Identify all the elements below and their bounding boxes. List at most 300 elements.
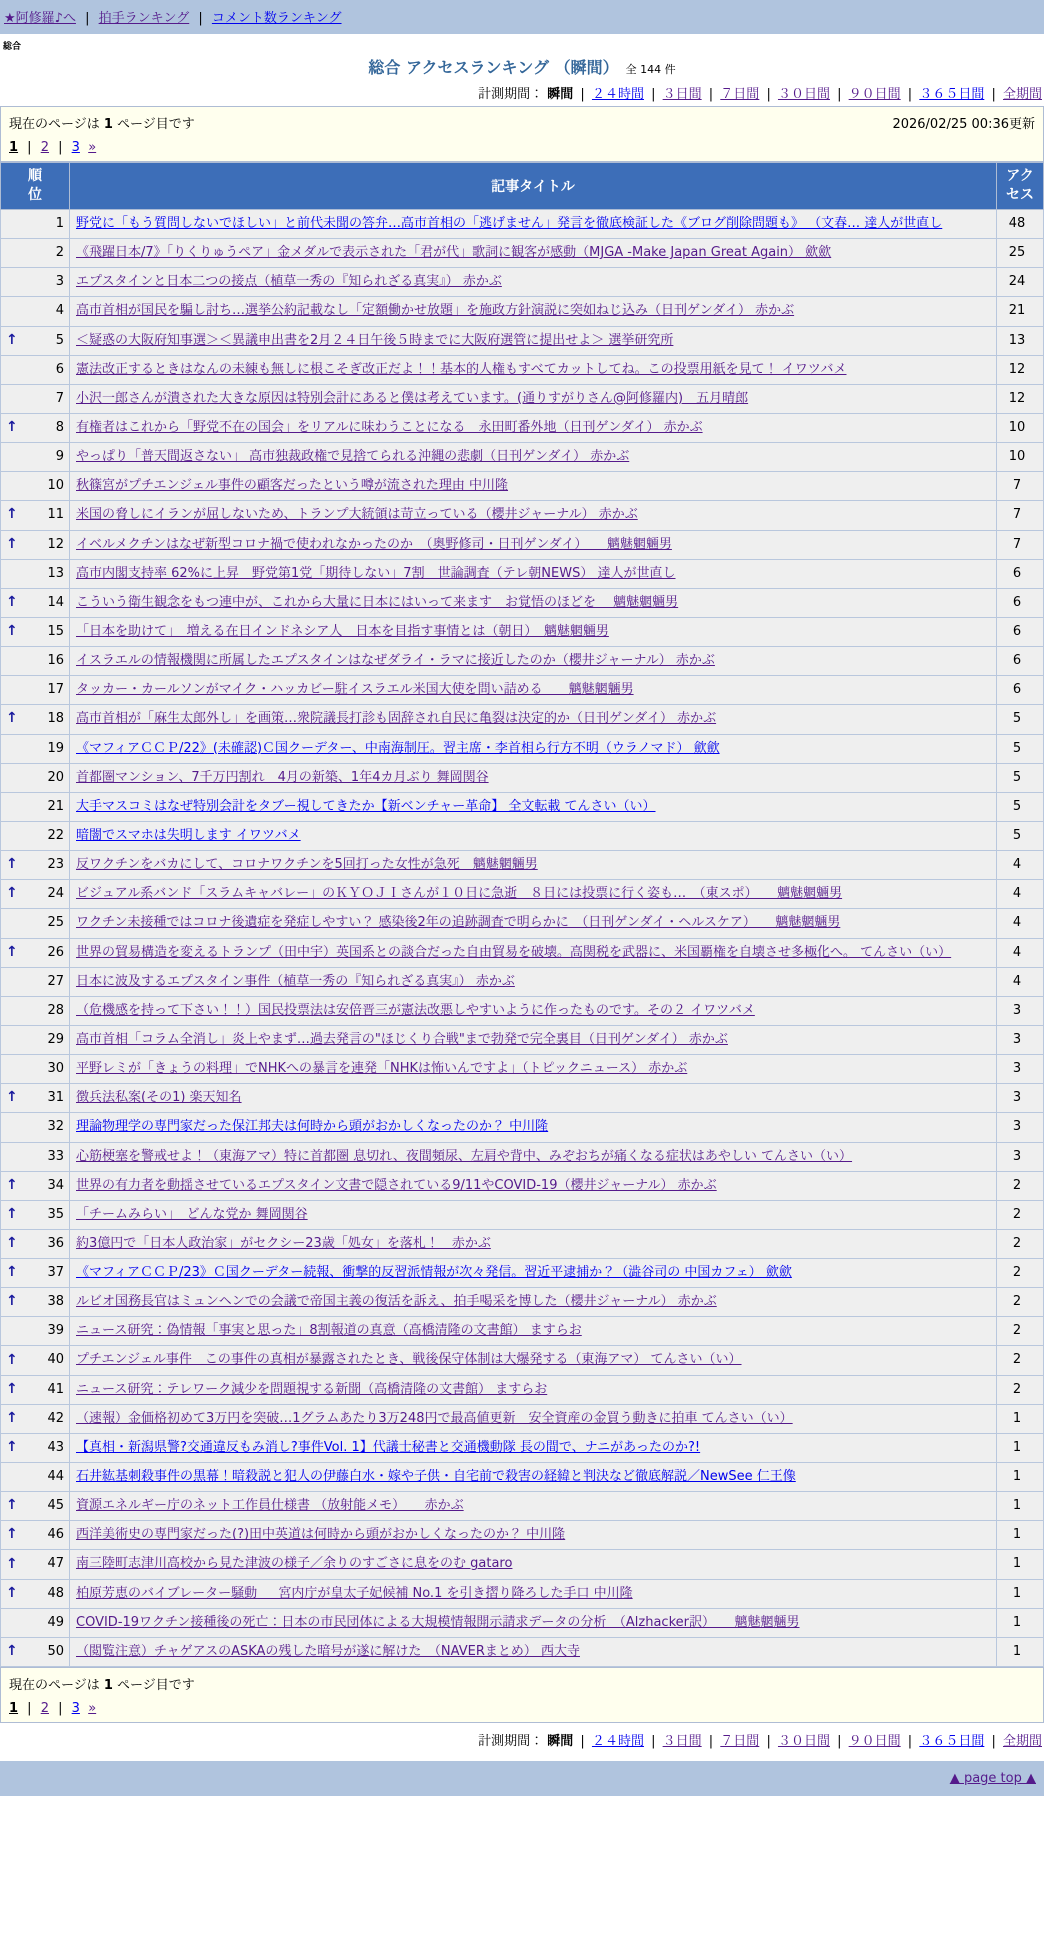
up-arrow-icon: ↑ bbox=[6, 506, 18, 523]
access-count: 21 bbox=[997, 297, 1044, 326]
access-count: 3 bbox=[997, 1084, 1044, 1113]
rank-number: 43 bbox=[47, 1439, 64, 1455]
period-current: 瞬間 bbox=[547, 87, 574, 102]
table-row bbox=[1, 1346, 1044, 1375]
table-row bbox=[1, 1229, 1044, 1258]
title-cell bbox=[70, 530, 997, 559]
article-link[interactable]: 「チームみらい」 どんな党か 舞岡関谷 bbox=[76, 1206, 308, 1222]
rank-number: 50 bbox=[47, 1643, 64, 1659]
access-count: 1 bbox=[997, 1579, 1044, 1608]
period-separator: | bbox=[762, 1734, 775, 1750]
rank-number: 44 bbox=[47, 1469, 64, 1485]
table-row bbox=[1, 413, 1044, 442]
table-row bbox=[1, 676, 1044, 705]
period-option[interactable]: ９０日間 bbox=[848, 1734, 901, 1750]
period-option[interactable]: ７日間 bbox=[720, 1734, 760, 1750]
title-cell bbox=[70, 1637, 997, 1666]
access-count: 1 bbox=[997, 1404, 1044, 1433]
access-count: 4 bbox=[997, 938, 1044, 967]
article-link[interactable]: 野党に「もう質問しないでほしい」と前代未聞の答弁…高市首相の「逃げません」発言を徹底検証した《ブログ削除問題も》 （文春… 達人が世直し bbox=[76, 216, 943, 231]
title-cell bbox=[70, 1579, 997, 1608]
access-count: 1 bbox=[997, 1637, 1044, 1666]
page-separator: | bbox=[23, 1701, 36, 1717]
period-separator: | bbox=[576, 87, 589, 102]
page-number-link[interactable]: 3 bbox=[71, 1701, 80, 1717]
article-link[interactable]: タッカー・カールソンがマイク・ハッカビー駐イスラエル米国大使を問い詰める 魑魅魍魎男 bbox=[76, 682, 634, 698]
period-option[interactable]: 全期間 bbox=[1002, 1734, 1042, 1750]
access-count: 24 bbox=[997, 268, 1044, 297]
up-arrow-icon: ↑ bbox=[6, 1176, 18, 1193]
rank-number: 4 bbox=[55, 303, 64, 319]
article-link[interactable]: やっぱり「普天間返さない」 高市独裁政権で見捨てられる沖縄の悲劇（日刊ゲンダイ） 赤かぶ bbox=[76, 449, 630, 465]
title-cell bbox=[70, 1317, 997, 1346]
title-cell bbox=[70, 559, 997, 588]
table-row bbox=[1, 705, 1044, 734]
title-cell bbox=[70, 1492, 997, 1521]
period-label: 計測期間： bbox=[478, 87, 548, 102]
table-row bbox=[1, 501, 1044, 530]
page-info-box-top bbox=[0, 106, 1044, 162]
period-separator: | bbox=[704, 87, 718, 102]
up-arrow-icon: ↑ bbox=[6, 1643, 18, 1660]
article-link[interactable]: 《マフィアＣＣＰ/22》(未確認)Ｃ国クーデター、中南海制圧。習主席・李首相ら行方不明（ウラノマド） 歛歛 bbox=[76, 740, 720, 756]
rank-number: 49 bbox=[47, 1614, 64, 1630]
up-arrow-icon: ↑ bbox=[6, 1409, 18, 1426]
article-link[interactable]: 高市内閣支持率 62%に上昇 野党第1党「期待しない」7割 世論調査（テレ朝NEWS） 達人が世直し bbox=[76, 565, 676, 581]
article-link[interactable]: 【真相・新潟県警?交通違反もみ消し?事件Vol. 1】代議士秘書と交通機動隊 長の間で、ナニがあったのか?! bbox=[76, 1439, 701, 1455]
title-cell bbox=[70, 734, 997, 763]
table-row bbox=[1, 1259, 1044, 1288]
rank-cell bbox=[1, 1025, 70, 1054]
rank-cell bbox=[1, 1229, 70, 1258]
article-link[interactable]: 平野レミが「きょうの料理」でNHKへの暴言を連発「NHKは怖いんですよ」（トピックニュース） 赤かぶ bbox=[76, 1061, 688, 1077]
nav-link[interactable]: 拍手ランキング bbox=[98, 11, 190, 26]
current-page-text: 現在のページは 1 ページ目です bbox=[9, 1678, 195, 1694]
rank-number: 28 bbox=[47, 1002, 64, 1018]
table-row bbox=[1, 1055, 1044, 1084]
access-count: 2 bbox=[997, 1171, 1044, 1200]
table-row bbox=[1, 210, 1044, 239]
access-count: 10 bbox=[997, 443, 1044, 472]
article-link[interactable]: イスラエルの情報機関に所属したエプスタインはなぜダライ・ラマに接近したのか（櫻井ジャーナル） 赤かぶ bbox=[76, 653, 715, 669]
title-cell bbox=[70, 676, 997, 705]
rank-cell bbox=[1, 472, 70, 501]
rank-number: 18 bbox=[47, 711, 64, 727]
rank-number: 38 bbox=[47, 1294, 64, 1310]
table-row bbox=[1, 1025, 1044, 1054]
rank-number: 24 bbox=[47, 886, 64, 902]
rank-cell bbox=[1, 297, 70, 326]
table-row bbox=[1, 1404, 1044, 1433]
rank-cell bbox=[1, 1521, 70, 1550]
footer-bar bbox=[0, 1761, 1044, 1796]
article-link[interactable]: ＜疑惑の大阪府知事選＞＜異議申出書を2月２４日午後５時までに大阪府選管に提出せよ＞ 選挙研究所 bbox=[76, 332, 674, 348]
article-link[interactable]: プチエンジェル事件 この事件の真相が暴露されたとき、戦後保守体制は大爆発する（東海アマ） てんさい（い） bbox=[76, 1352, 742, 1368]
rank-cell bbox=[1, 851, 70, 880]
article-link[interactable]: ルビオ国務長官はミュンヘンでの会議で帝国主義の復活を訴え、拍手喝采を博した（櫻井ジャーナル） 赤かぶ bbox=[76, 1294, 717, 1310]
page-number-link[interactable]: 2 bbox=[40, 140, 49, 155]
article-link[interactable]: 徴兵法私案(その1) 楽天知名 bbox=[76, 1090, 242, 1106]
rank-number: 8 bbox=[55, 419, 64, 435]
period-separator: | bbox=[832, 1734, 846, 1750]
period-separator: | bbox=[576, 1734, 589, 1750]
article-link[interactable]: 約3億円で「日本人政治家」がセクシー23歳「処女」を落札！ 赤かぶ bbox=[76, 1235, 491, 1251]
nav-separator: | bbox=[80, 11, 94, 26]
page-number-link[interactable]: 2 bbox=[40, 1701, 49, 1717]
rank-cell bbox=[1, 268, 70, 297]
rank-cell bbox=[1, 1608, 70, 1637]
access-count: 3 bbox=[997, 1142, 1044, 1171]
total-count: 全 144 件 bbox=[625, 63, 676, 76]
next-page-link[interactable]: » bbox=[88, 1701, 97, 1717]
rank-number: 35 bbox=[47, 1206, 64, 1222]
period-separator: | bbox=[646, 87, 660, 102]
table-row bbox=[1, 355, 1044, 384]
access-count: 7 bbox=[997, 472, 1044, 501]
table-row bbox=[1, 1317, 1044, 1346]
table-row bbox=[1, 559, 1044, 588]
up-arrow-icon: ↑ bbox=[6, 331, 18, 348]
article-link[interactable]: 反ワクチンをバカにして、コロナワクチンを5回打った女性が急死 魑魅魍魎男 bbox=[76, 857, 538, 873]
article-link[interactable]: 心筋梗塞を警戒せよ！（東海アマ）特に首都圏 息切れ、夜間頻尿、左肩や背中、みぞおちが痛くなる症状はあやしい てんさい（い） bbox=[76, 1148, 853, 1164]
rank-cell bbox=[1, 880, 70, 909]
title-cell bbox=[70, 996, 997, 1025]
article-link[interactable]: 有権者はこれから「野党不在の国会」をリアルに味わうことになる 永田町番外地（日刊ゲンダイ） 赤かぶ bbox=[76, 419, 703, 435]
rank-number: 17 bbox=[47, 682, 64, 698]
up-arrow-icon: ↑ bbox=[6, 1526, 18, 1543]
rank-number: 21 bbox=[47, 798, 64, 814]
rank-number: 2 bbox=[55, 245, 64, 261]
article-link[interactable]: 日本に波及するエプスタイン事件（植草一秀の『知られざる真実』） 赤かぶ bbox=[76, 973, 515, 989]
rank-cell bbox=[1, 1317, 70, 1346]
title-cell bbox=[70, 1375, 997, 1404]
access-count: 3 bbox=[997, 1055, 1044, 1084]
rank-cell bbox=[1, 384, 70, 413]
access-count: 7 bbox=[997, 501, 1044, 530]
rank-cell bbox=[1, 1579, 70, 1608]
article-link[interactable]: 世界の貿易構造を変えるトランプ（田中宇）英国系との談合だった自由貿易を破壊。高関税を武器に、米国覇権を自壊させ多極化へ。 てんさい（い） bbox=[76, 944, 952, 960]
access-count: 1 bbox=[997, 1433, 1044, 1462]
article-link[interactable]: 西洋美術史の専門家だった(?)田中英道は何時から頭がおかしくなったのか？ 中川隆 bbox=[76, 1527, 566, 1543]
article-link[interactable]: （閲覧注意）チャゲアスのASKAの残した暗号が遂に解けた （NAVERまとめ） 西大寺 bbox=[76, 1643, 580, 1659]
access-count: 5 bbox=[997, 734, 1044, 763]
title-cell bbox=[70, 705, 997, 734]
table-row bbox=[1, 996, 1044, 1025]
period-option[interactable]: ２４時間 bbox=[591, 87, 644, 102]
rank-number: 11 bbox=[47, 507, 64, 523]
up-arrow-icon: ↑ bbox=[6, 710, 18, 727]
title-cell bbox=[70, 384, 997, 413]
access-count: 1 bbox=[997, 1608, 1044, 1637]
rank-cell bbox=[1, 559, 70, 588]
article-link[interactable]: 高市首相が「麻生太郎外し」を画策…衆院議長打診も固辞され自民に亀裂は決定的か（日刊ゲンダイ） 赤かぶ bbox=[76, 711, 717, 727]
period-label: 計測期間： bbox=[478, 1734, 548, 1750]
access-count: 4 bbox=[997, 967, 1044, 996]
rank-cell bbox=[1, 705, 70, 734]
rank-number: 25 bbox=[47, 915, 64, 931]
period-option[interactable]: ３０日間 bbox=[777, 1734, 830, 1750]
period-option[interactable]: 全期間 bbox=[1002, 87, 1042, 102]
table-row bbox=[1, 1375, 1044, 1404]
period-option[interactable]: ３０日間 bbox=[777, 87, 830, 102]
article-link[interactable]: ニュース研究：偽情報「事実と思った」8割報道の真意（高橋清隆の文書館） ますらお bbox=[76, 1323, 582, 1339]
rank-number: 40 bbox=[47, 1352, 64, 1368]
up-arrow-icon: ↑ bbox=[6, 623, 18, 640]
article-link[interactable]: 《マフィアＣＣＰ/23》Ｃ国クーデター続報、衝撃的反習派情報が次々発信。習近平逮捕か？（澁谷司の 中国カフェ） 歛歛 bbox=[76, 1265, 792, 1281]
article-link[interactable]: ニュース研究：テレワーク減少を問題視する新聞（高橋清隆の文書館） ますらお bbox=[76, 1381, 548, 1397]
title-cell bbox=[70, 268, 997, 297]
table-row bbox=[1, 1113, 1044, 1142]
page-separator: | bbox=[53, 1701, 67, 1717]
period-separator: | bbox=[903, 1734, 917, 1750]
rank-cell bbox=[1, 967, 70, 996]
article-link[interactable]: （危機感を持って下さい！！）国民投票法は安倍晋三が憲法改悪しやすいように作ったものです。その２ イワツバメ bbox=[76, 1002, 755, 1018]
article-link[interactable]: 南三陸町志津川高校から見た津波の様子／余りのすごさに息をのむ gataro bbox=[76, 1556, 513, 1572]
rank-number: 3 bbox=[55, 274, 64, 290]
rank-cell bbox=[1, 530, 70, 559]
access-count: 2 bbox=[997, 1288, 1044, 1317]
rank-number: 7 bbox=[55, 390, 64, 406]
rank-cell bbox=[1, 647, 70, 676]
article-link[interactable]: （速報）金価格初めて3万円を突破…1グラムあたり3万248円で最高値更新 安全資産の金買う動きに拍車 てんさい（い） bbox=[76, 1410, 793, 1426]
rank-number: 23 bbox=[47, 857, 64, 873]
title-cell bbox=[70, 472, 997, 501]
up-arrow-icon: ↑ bbox=[6, 1264, 18, 1281]
article-link[interactable]: ワクチン未接種ではコロナ後遺症を発症しやすい？ 感染後2年の追跡調査で明らかに （日刊ゲンダイ・ヘルスケア） 魑魅魍魎男 bbox=[76, 915, 841, 931]
rank-number: 30 bbox=[47, 1061, 64, 1077]
access-count: 3 bbox=[997, 1025, 1044, 1054]
title-cell bbox=[70, 1025, 997, 1054]
rank-cell bbox=[1, 938, 70, 967]
up-arrow-icon: ↑ bbox=[6, 1380, 18, 1397]
rank-cell bbox=[1, 326, 70, 355]
article-link[interactable]: 「日本を助けて」 増える在日インドネシア人 日本を目指す事情とは（朝日） 魑魅魍魎男 bbox=[76, 623, 609, 639]
article-link[interactable]: 世界の有力者を動揺させているエプスタイン文書で隠されている9/11やCOVID-19（櫻井ジャーナル） 赤かぶ bbox=[76, 1177, 717, 1193]
period-option[interactable]: ３日間 bbox=[662, 87, 702, 102]
page-top-link[interactable]: ▲ page top ▲ bbox=[949, 1771, 1036, 1787]
article-link[interactable]: 高市首相「コラム全消し」炎上やまず…過去発言の"ほじくり合戦"まで勃発で完全裏目（日刊ゲンダイ） 赤かぶ bbox=[76, 1031, 728, 1047]
article-link[interactable]: 資源エネルギー庁のネット工作員仕様書 （放射能メモ） 赤かぶ bbox=[76, 1498, 464, 1514]
article-link[interactable]: 首都圏マンション、7千万円割れ 4月の新築、1年4カ月ぶり 舞岡関谷 bbox=[76, 769, 489, 785]
pagination-bottom bbox=[9, 1696, 1035, 1718]
table-row bbox=[1, 821, 1044, 850]
table-row bbox=[1, 880, 1044, 909]
title-cell bbox=[70, 617, 997, 646]
table-row bbox=[1, 1463, 1044, 1492]
title-cell bbox=[70, 413, 997, 442]
rank-cell bbox=[1, 734, 70, 763]
rank-number: 14 bbox=[47, 594, 64, 610]
pagination-top bbox=[9, 135, 1035, 157]
table-row bbox=[1, 588, 1044, 617]
title-cell bbox=[70, 443, 997, 472]
access-count: 2 bbox=[997, 1346, 1044, 1375]
access-count: 1 bbox=[997, 1521, 1044, 1550]
rank-number: 12 bbox=[47, 536, 64, 552]
table-row bbox=[1, 734, 1044, 763]
rank-cell bbox=[1, 1492, 70, 1521]
rank-cell bbox=[1, 763, 70, 792]
bottom-padding bbox=[0, 1796, 1044, 1816]
period-separator: | bbox=[903, 87, 917, 102]
access-count: 2 bbox=[997, 1229, 1044, 1258]
table-row bbox=[1, 1200, 1044, 1229]
title-cell bbox=[70, 821, 997, 850]
period-option[interactable]: ２４時間 bbox=[591, 1734, 644, 1750]
article-link[interactable]: 柏原芳恵のバイブレーター騒動 ＿ 宮内庁が皇太子妃候補 No.1 を引き摺り降ろした手口 中川隆 bbox=[76, 1585, 633, 1601]
up-arrow-icon: ↑ bbox=[6, 535, 18, 552]
article-link[interactable]: COVID-19ワクチン接種後の死亡：日本の市民団体による大規模情報開示請求データの分析 （Alzhacker訳） 魑魅魍魎男 bbox=[76, 1614, 800, 1630]
article-link[interactable]: 秋篠宮がプチエンジェル事件の顧客だったという噂が流された理由 中川隆 bbox=[76, 478, 509, 494]
rank-number: 22 bbox=[47, 827, 64, 843]
period-option[interactable]: ３日間 bbox=[662, 1734, 702, 1750]
rank-number: 42 bbox=[47, 1410, 64, 1426]
up-arrow-icon: ↑ bbox=[6, 1235, 18, 1252]
table-row bbox=[1, 792, 1044, 821]
rank-cell bbox=[1, 1463, 70, 1492]
article-link[interactable]: 小沢一郎さんが潰された大きな原因は特別会計にあると僕は考えています。(通りすがりさん@阿修羅内) 五月晴郎 bbox=[76, 390, 749, 406]
nav-separator: | bbox=[194, 11, 207, 26]
current-page-text: 現在のページは 1 ページ目です bbox=[9, 117, 195, 132]
top-nav-links bbox=[4, 11, 342, 26]
rank-cell bbox=[1, 588, 70, 617]
article-link[interactable]: 大手マスコミはなぜ特別会計をタブー視してきたか【新ベンチャー革命】 全文転載 てんさい（い） bbox=[76, 798, 656, 814]
title-cell bbox=[70, 1521, 997, 1550]
access-count: 2 bbox=[997, 1317, 1044, 1346]
up-arrow-icon: ↑ bbox=[6, 1584, 18, 1601]
up-arrow-icon: ↑ bbox=[6, 943, 18, 960]
rank-cell bbox=[1, 413, 70, 442]
table-row bbox=[1, 1288, 1044, 1317]
article-link[interactable]: 石井紘基刺殺事件の黒幕！暗殺説と犯人の伊藤白水・嫁や子供・自宅前で殺害の経緯と判決など徹底解説／NewSee 仁王像 bbox=[76, 1469, 796, 1485]
article-link[interactable]: イベルメクチンはなぜ新型コロナ禍で使われなかったのか （奥野修司・日刊ゲンダイ） 魑魅魍魎男 bbox=[76, 536, 672, 552]
rank-cell bbox=[1, 210, 70, 239]
rank-cell bbox=[1, 1288, 70, 1317]
table-row bbox=[1, 938, 1044, 967]
rank-cell bbox=[1, 617, 70, 646]
page-separator: | bbox=[53, 140, 67, 155]
title-cell bbox=[70, 1113, 997, 1142]
next-page-link[interactable]: » bbox=[88, 140, 97, 155]
rank-number: 32 bbox=[47, 1119, 64, 1135]
title-column-header: 記事タイトル bbox=[70, 163, 997, 210]
rank-number: 6 bbox=[55, 361, 64, 377]
table-row bbox=[1, 763, 1044, 792]
title-cell bbox=[70, 1433, 997, 1462]
rank-number: 37 bbox=[47, 1265, 64, 1281]
access-count: 6 bbox=[997, 588, 1044, 617]
nav-link[interactable]: コメント数ランキング bbox=[211, 11, 342, 26]
article-link[interactable]: 《飛躍日本/7》「りくりゅうペア」金メダルで表示された「君が代」歌詞に観客が感動（MJGA -Make Japan Great Again） 歛歛 bbox=[76, 245, 832, 261]
up-arrow-icon: ↑ bbox=[6, 1206, 18, 1222]
period-option[interactable]: ９０日間 bbox=[848, 87, 901, 102]
period-option[interactable]: ３６５日間 bbox=[919, 1734, 985, 1750]
article-link[interactable]: 暗闇でスマホは失明します イワツバメ bbox=[76, 827, 301, 843]
article-link[interactable]: 高市首相が国民を騙し討ち…選挙公約記載なし「定額働かせ放題」を施政方針演説に突如ねじ込み（日刊ゲンダイ） 赤かぶ bbox=[76, 303, 795, 319]
article-link[interactable]: 米国の脅しにイランが屈しないため、トランプ大統領は苛立っている（櫻井ジャーナル） 赤かぶ bbox=[76, 507, 638, 523]
ranking-table bbox=[0, 162, 1044, 1667]
rank-cell bbox=[1, 996, 70, 1025]
page-number-current: 1 bbox=[9, 1701, 19, 1717]
nav-link[interactable]: ★阿修羅♪へ bbox=[4, 11, 76, 26]
period-selector-top bbox=[0, 83, 1042, 102]
rank-cell bbox=[1, 676, 70, 705]
rank-cell bbox=[1, 239, 70, 268]
page-number-current: 1 bbox=[9, 140, 19, 155]
up-arrow-icon: ↑ bbox=[6, 1293, 18, 1310]
rank-cell bbox=[1, 1171, 70, 1200]
rank-cell bbox=[1, 501, 70, 530]
period-separator: | bbox=[832, 87, 846, 102]
period-separator: | bbox=[987, 1734, 1000, 1750]
rank-cell bbox=[1, 1142, 70, 1171]
title-cell bbox=[70, 1084, 997, 1113]
access-count: 4 bbox=[997, 880, 1044, 909]
article-link[interactable]: ビジュアル系バンド「スラムキャバレー」のＫＹＯＪＩさんが１０日に急逝 ８日には投票に行く姿も… （東スポ） 魑魅魍魎男 bbox=[76, 886, 843, 902]
title-cell bbox=[70, 851, 997, 880]
period-option[interactable]: ７日間 bbox=[720, 87, 760, 102]
title-cell bbox=[70, 1463, 997, 1492]
title-cell bbox=[70, 967, 997, 996]
up-arrow-icon: ↑ bbox=[6, 1089, 18, 1106]
up-arrow-icon: ↑ bbox=[6, 885, 18, 902]
access-count: 2 bbox=[997, 1200, 1044, 1229]
page-separator: | bbox=[23, 140, 36, 155]
title-cell bbox=[70, 355, 997, 384]
access-count: 6 bbox=[997, 559, 1044, 588]
period-option[interactable]: ３６５日間 bbox=[919, 87, 985, 102]
page-info-box-bottom bbox=[0, 1667, 1044, 1723]
up-arrow-icon: ↑ bbox=[6, 594, 18, 611]
article-link[interactable]: エプスタインと日本二つの接点（植草一秀の『知られざる真実』） 赤かぶ bbox=[76, 274, 502, 290]
title-cell bbox=[70, 1550, 997, 1579]
access-count: 48 bbox=[997, 210, 1044, 239]
up-arrow-icon: ↑ bbox=[6, 1555, 18, 1572]
table-row bbox=[1, 1550, 1044, 1579]
title-cell bbox=[70, 1142, 997, 1171]
article-link[interactable]: こういう衛生観念をもつ連中が、これから大量に日本にはいって来ます お覚悟のほどを 魑魅魍魎男 bbox=[76, 594, 679, 610]
period-separator: | bbox=[987, 87, 1000, 102]
title-cell bbox=[70, 792, 997, 821]
updated-timestamp: 2026/02/25 00:36更新 bbox=[892, 117, 1035, 132]
access-count: 1 bbox=[997, 1463, 1044, 1492]
article-link[interactable]: 理論物理学の専門家だった保江邦夫は何時から頭がおかしくなったのか？ 中川隆 bbox=[76, 1119, 549, 1135]
table-row bbox=[1, 851, 1044, 880]
access-count: 12 bbox=[997, 384, 1044, 413]
table-row bbox=[1, 1579, 1044, 1608]
page-number-link[interactable]: 3 bbox=[71, 140, 80, 155]
rank-number: 15 bbox=[47, 623, 64, 639]
rank-cell bbox=[1, 1375, 70, 1404]
title-cell bbox=[70, 1288, 997, 1317]
rank-number: 19 bbox=[47, 740, 64, 756]
title-cell bbox=[70, 239, 997, 268]
access-count: 6 bbox=[997, 617, 1044, 646]
period-current: 瞬間 bbox=[547, 1734, 574, 1750]
up-arrow-icon: ↑ bbox=[6, 419, 18, 436]
table-row bbox=[1, 647, 1044, 676]
title-cell bbox=[70, 763, 997, 792]
table-row bbox=[1, 530, 1044, 559]
title-cell bbox=[70, 1055, 997, 1084]
rank-cell bbox=[1, 1637, 70, 1666]
up-arrow-icon: ↑ bbox=[6, 1439, 18, 1456]
access-count: 5 bbox=[997, 705, 1044, 734]
article-link[interactable]: 憲法改正するときはなんの未練も無しに根こそぎ改正だよ！！基本的人権もすべてカットしてね。この投票用紙を見て！ イワツバメ bbox=[76, 361, 847, 377]
table-row bbox=[1, 967, 1044, 996]
table-row bbox=[1, 617, 1044, 646]
table-header-row bbox=[1, 163, 1044, 210]
